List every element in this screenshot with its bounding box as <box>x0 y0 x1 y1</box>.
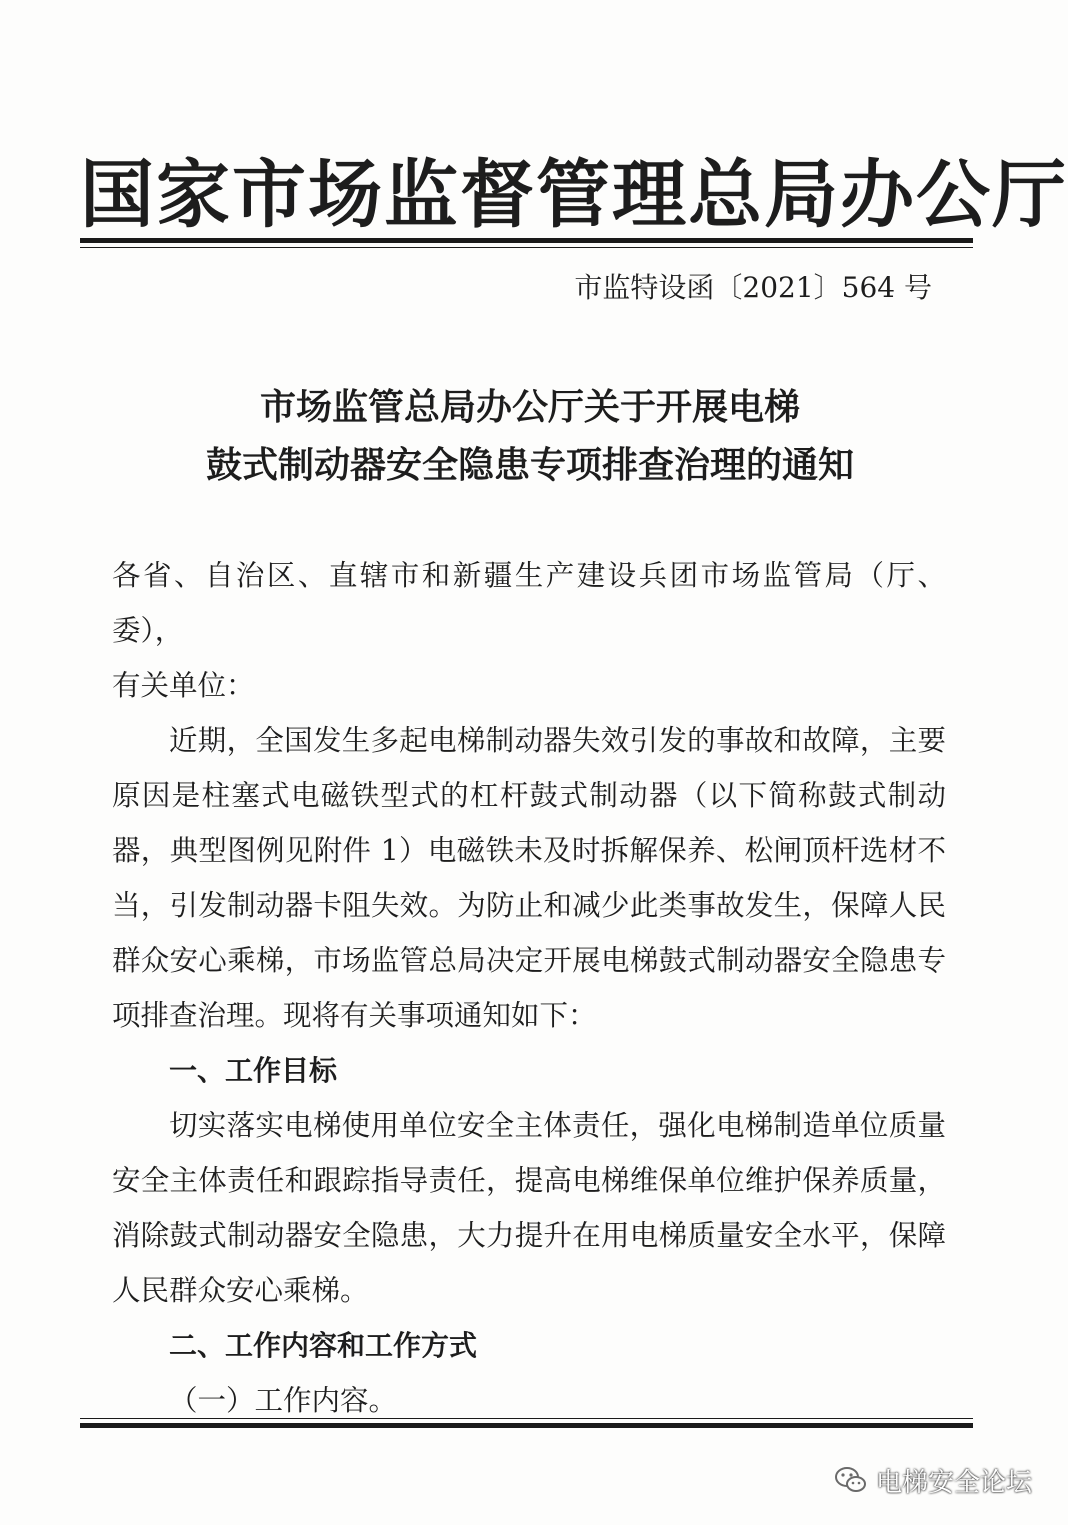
issuer-masthead: 国家市场监督管理总局办公厅 <box>80 152 1068 238</box>
footer-rule-thin <box>80 1418 973 1419</box>
addressee-line-1: 各省、自治区、直辖市和新疆生产建设兵团市场监管局（厅、委）， <box>112 559 946 647</box>
document-body <box>112 548 946 1428</box>
paragraph-2: 切实落实电梯使用单位安全主体责任，强化电梯制造单位质量安全主体责任和跟踪指导责任，提高电梯维保单位维护保养质量，消除鼓式制动器安全隐患，大力提升在用电梯质量安全水平，保障人民群众安心乘梯。 <box>112 1109 946 1307</box>
footer-rule-thick <box>80 1423 973 1428</box>
watermark <box>834 1460 1032 1500</box>
wechat-icon <box>834 1465 868 1495</box>
document-number: 市监特设函〔2021〕564 号 <box>574 271 932 304</box>
section-heading-2: 二、工作内容和工作方式 <box>169 1329 478 1362</box>
masthead-rule-thin <box>80 247 973 248</box>
document-title <box>80 378 980 494</box>
addressee-line-2: 有关单位： <box>112 669 255 702</box>
section-heading-1: 一、工作目标 <box>169 1054 338 1087</box>
subsection-1: （一）工作内容。 <box>169 1384 398 1417</box>
title-line-2: 鼓式制动器安全隐患专项排查治理的通知 <box>205 444 854 486</box>
masthead-rule-thick <box>80 238 973 243</box>
paragraph-1: 近期，全国发生多起电梯制动器失效引发的事故和故障，主要原因是柱塞式电磁铁型式的杠杆鼓式制动器（以下简称鼓式制动器，典型图例见附件 1）电磁铁未及时拆解保养、松闸顶杆选材不当，引发制动器卡阻失效。为防止和减少此类事故发生，保障人民群众安心乘梯，市场监管总局决定开展电梯鼓式制动器安全隐患专项排查治理。现将有关事项通知如下： <box>112 724 946 1032</box>
title-line-1: 市场监管总局办公厅关于开展电梯 <box>259 386 800 428</box>
watermark-label: 电梯安全论坛 <box>875 1467 1032 1498</box>
